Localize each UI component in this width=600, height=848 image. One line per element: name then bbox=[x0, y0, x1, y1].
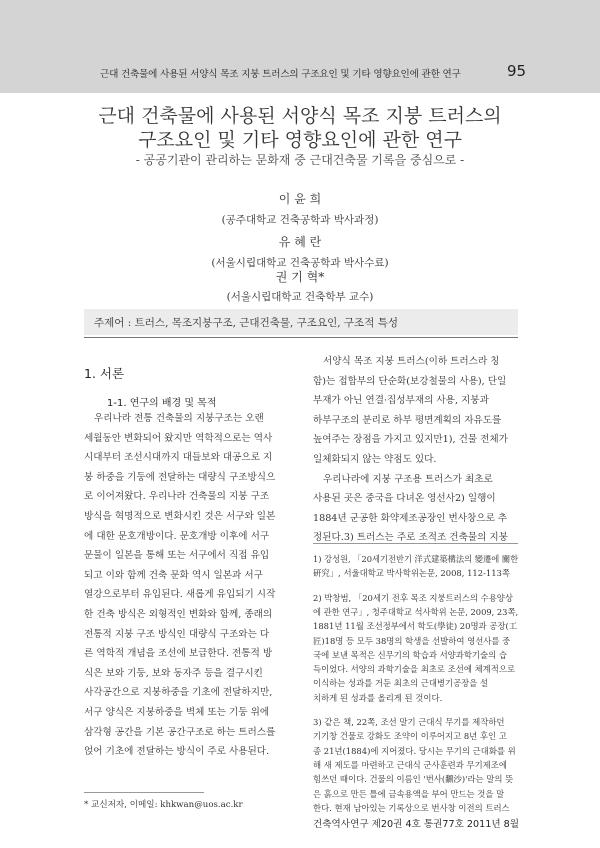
footnote-line: 은 흙으로 만든 틀에 금속용액을 부어 만드는 것을 말 bbox=[313, 788, 505, 799]
keywords-divider bbox=[84, 337, 518, 338]
text-line: 방식을 혁명적으로 변화시킨 것은 서구와 일본 bbox=[84, 511, 276, 522]
footnote-line: 2) 박창범, 「20세기 전후 목조 지붕트러스의 수용양상 bbox=[313, 592, 513, 603]
text-line: 1884년 군공한 화약제조공장인 번사창으로 추 bbox=[313, 512, 508, 524]
footnote-line: 기기창 건물로 강화도 조약이 이루어지고 8년 후인 고 bbox=[313, 731, 507, 742]
author-name: 유 혜 란 bbox=[278, 235, 322, 249]
text-line: 로 이어져왔다. 우리나라 건축물의 지붕 구조 bbox=[84, 491, 270, 503]
text-line: 우리나라 전통 건축물의 지붕구조는 오랜 bbox=[94, 413, 264, 424]
paper-title-line-1: 근대 건축물에 사용된 서양식 목조 지붕 트러스의 bbox=[98, 105, 502, 127]
paper-title-line-2: 구조요인 및 기타 영향요인에 관한 연구 bbox=[138, 129, 462, 151]
footnote-divider bbox=[313, 543, 518, 544]
text-line: 열강으로부터 유입된다. 새롭게 유입되기 시작 bbox=[84, 589, 276, 601]
text-line: 우리나라에 지붕 구조용 트러스가 최초로 bbox=[323, 473, 493, 485]
footnote-line: 해 새 제도를 마련하고 근대식 군사훈련과 무기제조에 bbox=[313, 759, 507, 770]
text-line: 하부구조의 분리로 하부 평면계획의 자유도를 bbox=[313, 414, 502, 426]
text-line: 시대부터 조선시대까지 대들보와 대공으로 지 bbox=[84, 452, 273, 464]
page-number: 95 bbox=[507, 62, 527, 80]
text-line: 사각공간으로 지붕하중을 기초에 전달하지만, bbox=[84, 687, 273, 699]
text-line: 세월동안 변화되어 왔지만 역학적으로는 역사 bbox=[84, 432, 273, 444]
footnote-line: 한다. 현재 남아있는 기록상으로 번사창 이전의 트러스 bbox=[313, 802, 510, 813]
section-heading: 1. 서론 bbox=[84, 366, 125, 381]
author-name: 권 기 혁* bbox=[275, 270, 325, 284]
author-name: 이 윤 희 bbox=[278, 192, 322, 206]
footnote-line: 3) 같은 책, 22쪽, 조선 말기 근대식 무기를 제작하던 bbox=[313, 717, 505, 727]
footnote-line: 硏究」, 서울대학교 박사학위논문, 2008, 112-113쪽 bbox=[313, 568, 510, 579]
footnote-line: 국에 보낸 목적은 신무기의 학습과 서양과학기술의 습 bbox=[313, 649, 507, 660]
author-affiliation: (공주대학교 건축공학과 박사과정) bbox=[221, 214, 379, 226]
author-affiliation: (서울시립대학교 건축공학과 박사수료) bbox=[211, 257, 389, 269]
journal-footer: 건축역사연구 제20권 4호 통권77호 2011년 8월 bbox=[313, 819, 520, 830]
corresponding-author-note: * 교신저자, 이메일: khkwan@uos.ac.kr bbox=[84, 800, 243, 810]
text-line: 일체화되지 않는 약점도 있다. bbox=[313, 454, 437, 465]
text-line: 높여주는 장점을 가지고 있지만1), 건물 전체가 bbox=[313, 434, 508, 446]
subsection-heading: 1-1. 연구의 배경 및 목적 bbox=[107, 398, 217, 409]
footnote-line: 1) 강성원, 「20세기전반기 洋式建築構法의 變遷에 關한 bbox=[313, 554, 519, 564]
footnote-line: 득이었다. 서양의 과학기술을 최초로 조선에 체계적으로 bbox=[313, 664, 516, 675]
text-line: 되고 이와 함께 건축 문화 역시 일본과 서구 bbox=[84, 569, 263, 581]
text-line: 붕 하중을 기둥에 전달하는 대량식 구조방식으 bbox=[84, 471, 276, 483]
footnote-line: 1881년 11월 조선정부에서 학도(學徒) 20명과 공장(工 bbox=[313, 621, 518, 632]
text-line: 얹어 기초에 전달하는 방식이 주로 사용된다. bbox=[84, 746, 270, 758]
text-line: 에 대한 문호개방이다. 문호개방 이후에 서구 bbox=[84, 530, 270, 542]
author-affiliation: (서울시립대학교 건축학부 교수) bbox=[226, 291, 374, 303]
keywords: 주제어 : 트러스, 목조지붕구조, 근대건축물, 구조요인, 구조적 특성 bbox=[94, 317, 398, 329]
text-line: 부재가 아닌 연결·집성부재의 사용, 지붕과 bbox=[313, 395, 489, 407]
text-line: 문물이 일본을 통해 또는 서구에서 직접 유입 bbox=[84, 550, 270, 562]
author-footnote-divider bbox=[84, 792, 204, 793]
text-line: 서양식 목조 지붕 트러스(이하 트러스라 칭 bbox=[323, 356, 500, 367]
text-line: 삼각형 공간을 기본 공간구조로 하는 트러스를 bbox=[84, 726, 276, 738]
page-header bbox=[0, 0, 600, 93]
footnote-line: 치하게 된 성과를 올리게 된 것이다. bbox=[313, 692, 443, 703]
text-line: 서구 양식은 지붕하중을 벽체 또는 기둥 위에 bbox=[84, 707, 270, 718]
text-line: 식은 보와 기둥, 보와 동자주 등을 결구시킨 bbox=[84, 667, 263, 679]
text-line: 함)는 접합부의 단순화(보강철물의 사용), 단일 bbox=[313, 375, 507, 387]
paper-subtitle: - 공공기관이 관리하는 문화재 중 근대건축물 기록을 중심으로 - bbox=[135, 153, 465, 167]
text-line: 한 건축 방식은 외형적인 변화와 함께, 종래의 bbox=[84, 609, 273, 620]
footnote-line: 힘쓰던 때이다. 건물의 이름인 '번사(飜沙)'라는 말의 뜻 bbox=[313, 774, 514, 785]
text-line: 사용된 곳은 중국을 다녀온 영선사2) 일행이 bbox=[313, 493, 496, 505]
running-title: 근대 건축물에 사용된 서양식 목조 지붕 트러스의 구조요인 및 기타 영향요인에 관한 연구 bbox=[100, 69, 461, 80]
footnote-line: 이식하는 성과를 거둔 최초의 근대병기공장을 설 bbox=[313, 678, 489, 689]
footnote-line: 에 관한 연구」, 청주대학교 석사학위 논문, 2009, 23쪽, bbox=[313, 606, 519, 617]
footnote-line: 종 21년(1884)에 지어졌다. 당시는 무기의 근대화를 위 bbox=[313, 745, 516, 756]
text-line: 전통적 지붕 구조 방식인 대량식 구조와는 다 bbox=[84, 628, 270, 640]
text-line: 른 역학적 개념을 조선에 보급한다. 전통적 방 bbox=[84, 648, 273, 660]
footnote-line: 匠)18명 등 모두 38명의 학생을 선발하여 영선사를 중 bbox=[313, 635, 511, 646]
text-line: 정된다.3) 트러스는 주로 조적조 건축물의 지붕 bbox=[313, 532, 508, 544]
